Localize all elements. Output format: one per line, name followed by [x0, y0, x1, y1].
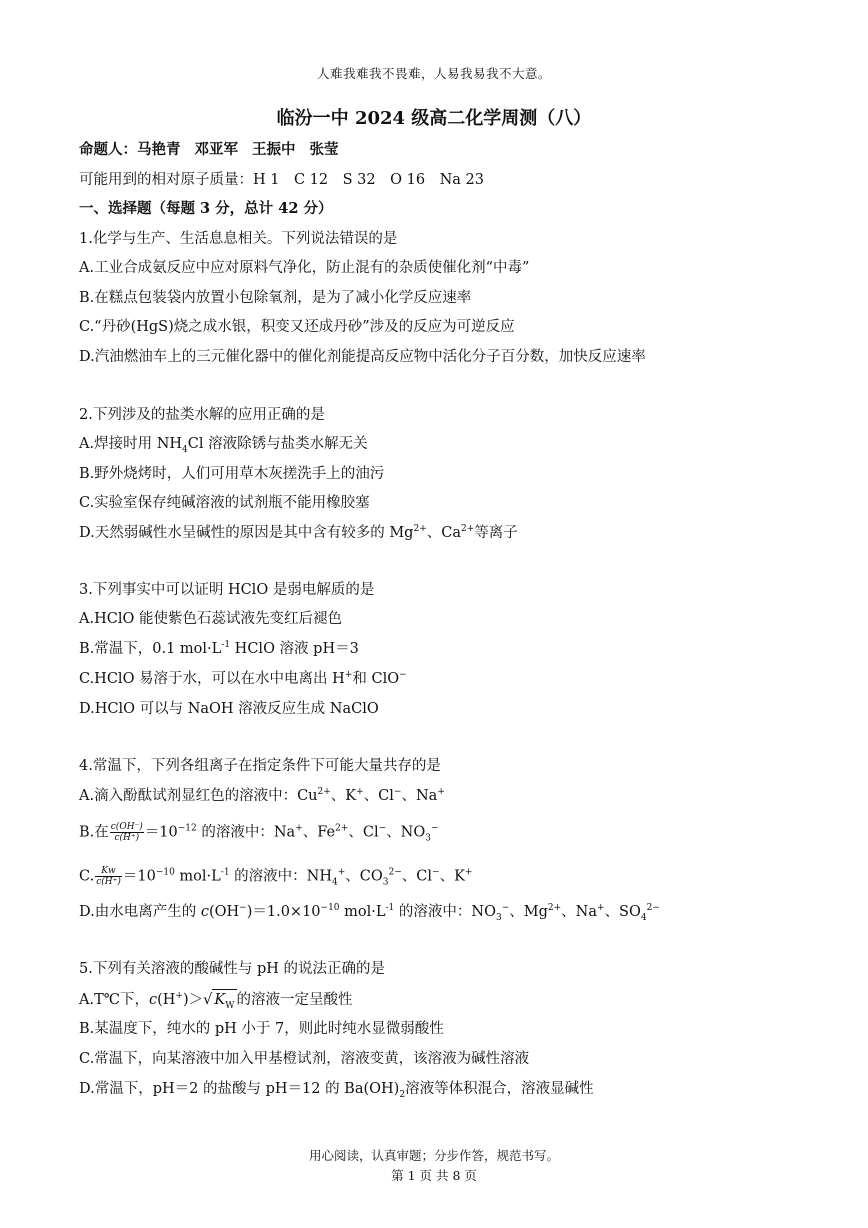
sqrt-symbol: √	[203, 992, 213, 1008]
page-title: 临汾一中 2024 级高二化学周测（八）	[276, 108, 592, 129]
q3-option-a: A.HClO 能使紫色石蕊试液先变红后褪色	[79, 611, 342, 627]
q2-stem: 2.下列涉及的盐类水解的应用正确的是	[79, 407, 325, 423]
footer-note: 用心阅读，认真审题；分步作答，规范书写。	[308, 1148, 559, 1163]
q4-stem: 4.常温下，下列各组离子在指定条件下可能大量共存的是	[79, 758, 441, 774]
q4-option-c: C. $\frac{Kw}{c(H^+)}$ $=10^{-10}$ $mol\cdot L^{-1}$ 的溶液中：$NH_4^+$、$CO_3^{2-}$、Cl−、K+	[79, 866, 473, 888]
page-number: 第 1 页 共 8 页	[391, 1168, 477, 1183]
q4-option-b: B.在 $\frac{c(OH^-)}{c(H^+)}$ $=10^{-12}$ 的溶液中：Na+、$Fe^{2+}$、Cl−、$NO_3^-$	[79, 822, 439, 844]
q3-stem: 3.下列事实中可以证明 HClO 是弱电解质的是	[79, 582, 375, 598]
q2-option-b: B.野外烧烤时，人们可用草木灰搓洗手上的油污	[79, 466, 385, 482]
q2-option-c: C.实验室保存纯碱溶液的试剂瓶不能用橡胶塞	[79, 495, 370, 511]
author-1: 马艳青	[137, 141, 181, 158]
q5-stem: 5.下列有关溶液的酸碱性与 pH 的说法正确的是	[79, 961, 385, 977]
q3-option-b: B.常温下，0.1 $mol\cdot L^{-1}$ HClO 溶液 pH＝3	[79, 640, 359, 657]
q3-option-d: D.HClO 可以与 NaOH 溶液反应生成 NaClO	[79, 701, 379, 717]
kw-fraction: $\frac{Kw}{c(H^+)}$	[96, 866, 121, 887]
q5-option-b: B.某温度下，纯水的 pH 小于 7，则此时纯水显微弱酸性	[79, 1021, 444, 1037]
q5-option-d: D.常温下，pH＝2 的盐酸与 pH＝12 的 $Ba(OH)_2$溶液等体积混合，溶液显碱性	[79, 1081, 594, 1100]
q1-option-c: C.“丹砂(HgS)烧之成水银，积变又还成丹砂”涉及的反应为可逆反应	[79, 319, 515, 335]
authors-line	[79, 140, 339, 160]
q2-option-a: A.焊接时用 $NH_4Cl$ 溶液除锈与盐类水解无关	[79, 436, 368, 455]
sqrt-kw: $K_W$	[212, 989, 236, 1010]
author-2: 邓亚军	[194, 141, 238, 158]
q5-option-c: C.常温下，向某溶液中加入甲基橙试剂，溶液变黄，该溶液为碱性溶液	[79, 1051, 530, 1067]
q2-option-d: D.天然弱碱性水呈碱性的原因是其中含有较多的 $Mg^{2+}$、$Ca^{2+}$等离子	[79, 524, 518, 541]
atomic-mass-line: 可能用到的相对原子质量：H 1 C 12 S 32 O 16 Na 23	[79, 172, 484, 188]
q3-option-c: C.HClO 易溶于水，可以在水中电离出 H+和 ClO−	[79, 670, 407, 687]
section-heading: 一、选择题（每题 3 分，总计 42 分）	[79, 200, 333, 217]
author-4: 张莹	[309, 141, 339, 158]
author-3: 王振中	[252, 141, 296, 158]
ratio-fraction: $\frac{c(OH^-)}{c(H^+)}$	[110, 822, 143, 843]
q4-option-d: D.由水电离产生的 $c(OH^-)=1.0\times 10^{-10}$ $mol\cdot L^{-1}$ 的溶液中：$NO_3^-$、$Mg^{2+}$、Na+、$SO_4^{2-}$	[79, 903, 660, 923]
q1-option-d: D.汽油燃油车上的三元催化器中的催化剂能提高反应物中活化分子百分数，加快反应速率	[79, 349, 646, 365]
q1-option-b: B.在糕点包装袋内放置小包除氧剂，是为了减小化学反应速率	[79, 290, 472, 306]
q1-option-a: A.工业合成氨反应中应对原料气净化，防止混有的杂质使催化剂“中毒”	[79, 260, 530, 276]
q4-option-a: A.滴入酚酞试剂显红色的溶液中：$Cu^{2+}$、K+、Cl−、Na+	[79, 787, 445, 804]
q5-option-a: A.T℃下，c(H+)＞√ $K_W$ 的溶液一定呈酸性	[79, 989, 353, 1010]
q1-stem: 1.化学与生产、生活息息相关。下列说法错误的是	[79, 231, 398, 247]
authors-label: 命题人：	[79, 141, 137, 158]
motto: 人难我难我不畏难，人易我易我不大意。	[316, 66, 551, 81]
